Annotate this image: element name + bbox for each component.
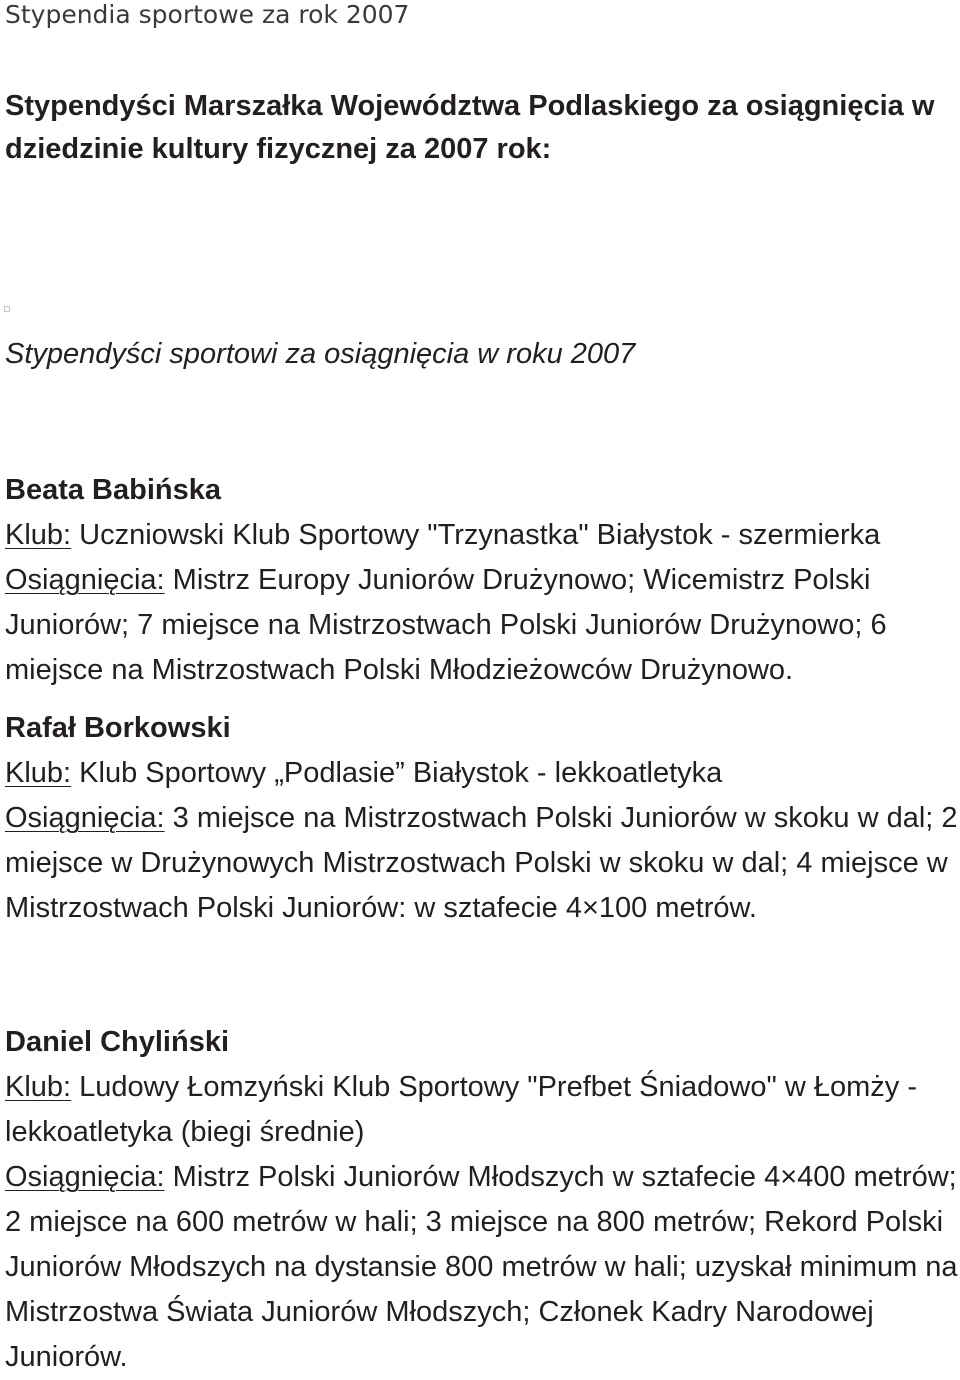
achievements-value: Mistrz Europy Juniorów Drużynowo; Wicemistrz Polski Juniorów; 7 miejsce na Mistrzostwach Polski Juniorów Drużynowo; 6 miejsce na Mistrzostwach Polski Młodzieżowców Drużynowo. (5, 564, 887, 686)
athlete-achievements (5, 558, 959, 693)
club-label: Klub: (5, 519, 72, 551)
athlete-club (5, 751, 959, 796)
athlete-name: Rafał Borkowski (5, 712, 231, 744)
section-subheading: Stypendyści sportowi za osiągnięcia w roku 2007 (5, 338, 636, 370)
club-label: Klub: (5, 757, 72, 789)
broken-image-icon (4, 306, 10, 312)
athlete-club (5, 1065, 959, 1155)
athlete-entry (5, 706, 959, 931)
club-label: Klub: (5, 1071, 72, 1103)
achievements-label: Osiągnięcia: (5, 564, 165, 596)
achievements-label: Osiągnięcia: (5, 802, 165, 834)
athlete-achievements (5, 796, 959, 931)
athlete-name: Beata Babińska (5, 474, 221, 506)
club-value: Klub Sportowy „Podlasie” Białystok - lekkoatletyka (79, 757, 723, 789)
achievements-label: Osiągnięcia: (5, 1161, 165, 1193)
achievements-value: Mistrz Polski Juniorów Młodszych w sztafecie 4×400 metrów; 2 miejsce na 600 metrów w hali; 3 miejsce na 800 metrów; Rekord Polski Juniorów Młodszych na dystansie 800 metrów w hali; uzyskał minimum na Mistrzostwa Świata Juniorów Młodszych; Członek Kadry Narodowej Juniorów. (5, 1161, 958, 1373)
club-value: Uczniowski Klub Sportowy "Trzynastka" Białystok - szermierka (79, 519, 881, 551)
club-value: Ludowy Łomzyński Klub Sportowy "Prefbet Śniadowo" w Łomży - lekkoatletyka (biegi średnie) (5, 1071, 917, 1148)
athlete-club (5, 513, 959, 558)
athlete-achievements (5, 1155, 959, 1380)
athlete-entry (5, 468, 959, 693)
document-heading: Stypendyści Marszałka Województwa Podlaskiego za osiągnięcia w dziedzinie kultury fizycznej za 2007 rok: (5, 90, 935, 165)
achievements-value: 3 miejsce na Mistrzostwach Polski Juniorów w skoku w dal; 2 miejsce w Drużynowych Mistrzostwach Polski w skoku w dal; 4 miejsce w Mistrzostwach Polski Juniorów: w sztafecie 4×100 metrów. (5, 802, 958, 924)
athlete-entry (5, 1020, 959, 1380)
page-title: Stypendia sportowe za rok 2007 (5, 0, 410, 29)
athlete-name: Daniel Chyliński (5, 1026, 230, 1058)
